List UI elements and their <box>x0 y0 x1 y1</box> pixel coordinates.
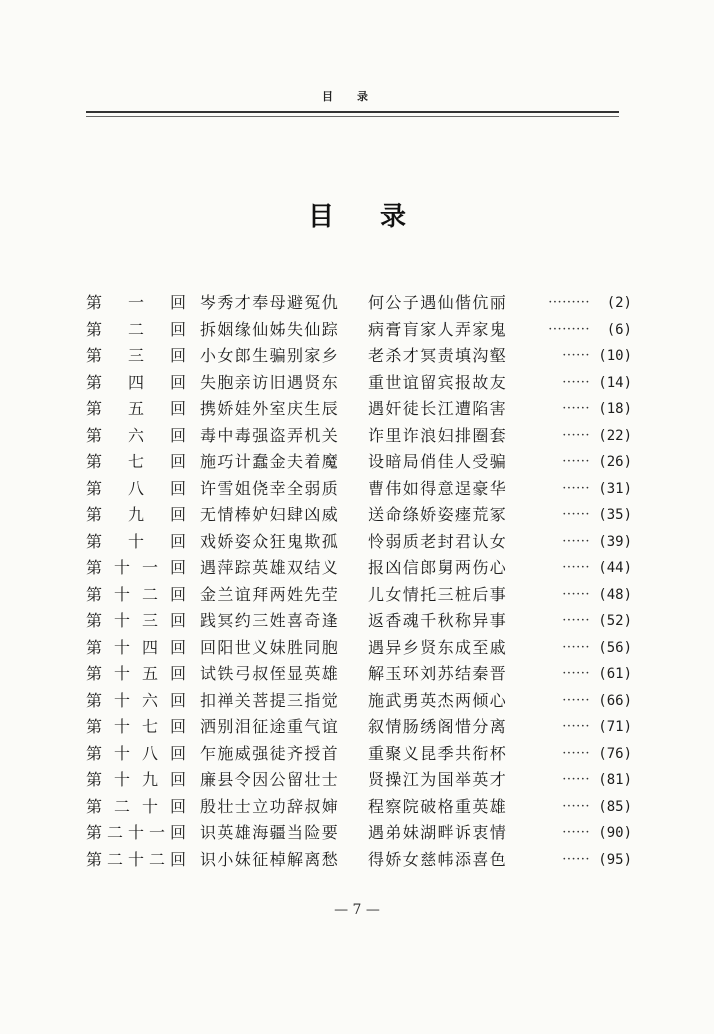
chapter-title-first-line: 施巧计蠢金夫着魔 <box>200 452 340 471</box>
chapter-title-first-line: 毒中毒强盗弄机关 <box>200 425 340 445</box>
chapter-label: 第 二 回 <box>86 319 186 339</box>
dot-leader: ······ <box>562 454 590 469</box>
dot-leader: ······ <box>562 798 590 814</box>
chapter-label: 第 六 回 <box>86 425 186 445</box>
chapter-label: 第 七 回 <box>86 452 186 471</box>
header-rule-thick <box>86 111 619 113</box>
chapter-title-first-line: 洒别泪征途重气谊 <box>200 717 340 736</box>
toc-entry <box>86 476 632 503</box>
toc-entry <box>86 661 632 688</box>
toc-entry <box>86 555 632 582</box>
chapter-title-first-line: 乍施威强徒齐授首 <box>200 743 340 763</box>
chapter-label: 第 八 回 <box>86 478 186 498</box>
chapter-label: 第 十 回 <box>86 531 186 551</box>
chapter-label: 第 一 回 <box>86 293 186 312</box>
toc-entry <box>86 847 632 874</box>
chapter-label: 第 十 三 回 <box>86 611 186 630</box>
page-reference: (44) <box>598 560 632 576</box>
dot-leader: ······ <box>562 586 590 602</box>
dot-leader: ········· <box>548 321 590 337</box>
page-reference: (35) <box>598 507 632 523</box>
toc-entry <box>86 714 632 741</box>
dot-leader: ······ <box>562 851 590 867</box>
chapter-title-second-line: 老杀才冥责填沟壑 <box>368 346 508 365</box>
page-number: — 7 — <box>334 902 380 918</box>
dot-leader: ······ <box>562 560 590 575</box>
toc-entry <box>86 423 632 450</box>
chapter-label: 第 二 十 二 回 <box>86 849 186 869</box>
chapter-title-first-line: 回阳世义妹胜同胞 <box>200 637 340 657</box>
chapter-title-first-line: 识小妹征棹解离愁 <box>200 849 340 869</box>
chapter-label: 第 十 六 回 <box>86 690 186 710</box>
toc-entry <box>86 396 632 423</box>
page-reference: (6) <box>606 321 632 338</box>
chapter-label: 第 十 四 回 <box>86 637 186 657</box>
chapter-title-second-line: 叙情肠绣阁惜分离 <box>368 717 508 736</box>
toc-entry <box>86 767 632 794</box>
page-reference: (71) <box>598 719 632 735</box>
chapter-label: 第 十 九 回 <box>86 770 186 789</box>
dot-leader: ······ <box>562 480 590 496</box>
chapter-label: 第 十 一 回 <box>86 558 186 577</box>
chapter-label: 第 二 十 一 回 <box>86 823 186 842</box>
chapter-label: 第 三 回 <box>86 346 186 365</box>
chapter-title-second-line: 遇弟妹湖畔诉衷情 <box>368 823 508 842</box>
chapter-title-first-line: 拆姻缘仙姊失仙踪 <box>200 319 340 339</box>
chapter-title-first-line: 扣禅关菩提三指觉 <box>200 690 340 710</box>
chapter-title-first-line: 戏娇姿众狂鬼欺孤 <box>200 531 340 551</box>
toc-entry <box>86 794 632 821</box>
chapter-title-second-line: 怜弱质老封君认女 <box>368 531 508 551</box>
page-reference: (10) <box>598 348 632 364</box>
page-reference: (31) <box>598 480 632 497</box>
chapter-title-second-line: 曹伟如得意逞豪华 <box>368 478 508 498</box>
page-reference: (48) <box>598 586 632 603</box>
page-reference: (90) <box>598 825 632 841</box>
chapter-title-second-line: 设暗局俏佳人受骗 <box>368 452 508 471</box>
chapter-title-first-line: 廉县令因公留壮士 <box>200 770 340 789</box>
dot-leader: ······ <box>562 666 590 681</box>
page-reference: (14) <box>598 374 632 391</box>
dot-leader: ······ <box>562 745 590 761</box>
chapter-title-first-line: 失胞亲访旧遇贤东 <box>200 372 340 392</box>
toc-entry <box>86 582 632 609</box>
chapter-title-first-line: 携娇娃外室庆生辰 <box>200 399 340 418</box>
chapter-title-second-line: 重聚义昆季共衔杯 <box>368 743 508 763</box>
dot-leader: ······ <box>562 692 590 708</box>
dot-leader: ······ <box>562 719 590 734</box>
page-reference: (18) <box>598 401 632 417</box>
page-reference: (52) <box>598 613 632 629</box>
chapter-title-second-line: 重世谊留宾报故友 <box>368 372 508 392</box>
page-reference: (61) <box>598 666 632 682</box>
toc-entry <box>86 529 632 556</box>
page-title: 目录 <box>307 202 452 232</box>
toc-entry <box>86 502 632 529</box>
toc-entry <box>86 820 632 847</box>
toc-entry <box>86 608 632 635</box>
dot-leader: ········· <box>548 295 590 310</box>
dot-leader: ······ <box>562 639 590 655</box>
page-reference: (39) <box>598 533 632 550</box>
chapter-title-first-line: 金兰谊拜两姓先茔 <box>200 584 340 604</box>
chapter-title-second-line: 遇奸徒长江遭陷害 <box>368 399 508 418</box>
dot-leader: ······ <box>562 772 590 787</box>
chapter-label: 第 十 七 回 <box>86 717 186 736</box>
dot-leader: ······ <box>562 401 590 416</box>
page-reference: (76) <box>598 745 632 762</box>
chapter-label: 第 十 五 回 <box>86 664 186 683</box>
page-reference: (22) <box>598 427 632 444</box>
chapter-title-first-line: 识英雄海疆当险要 <box>200 823 340 842</box>
chapter-title-first-line: 岑秀才奉母避冤仇 <box>200 293 340 312</box>
page-reference: (81) <box>598 772 632 788</box>
toc-entry <box>86 370 632 397</box>
chapter-title-second-line: 得娇女慈帏添喜色 <box>368 849 508 869</box>
dot-leader: ······ <box>562 613 590 628</box>
toc-entry <box>86 635 632 662</box>
header-rule-thin <box>86 116 619 117</box>
chapter-title-second-line: 贤操江为国举英才 <box>368 770 508 789</box>
page-reference: (95) <box>598 851 632 868</box>
toc-entry <box>86 449 632 476</box>
chapter-title-second-line: 施武勇英杰两倾心 <box>368 690 508 710</box>
page-reference: (66) <box>598 692 632 709</box>
toc-entry <box>86 688 632 715</box>
chapter-title-second-line: 病膏肓家人弄家鬼 <box>368 319 508 339</box>
chapter-title-first-line: 许雪姐侥幸全弱质 <box>200 478 340 498</box>
chapter-label: 第 十 八 回 <box>86 743 186 763</box>
chapter-title-second-line: 返香魂千秋称异事 <box>368 611 508 630</box>
dot-leader: ······ <box>562 825 590 840</box>
dot-leader: ······ <box>562 533 590 549</box>
chapter-title-second-line: 诈里诈浪妇排圈套 <box>368 425 508 445</box>
chapter-title-first-line: 小女郎生骗别家乡 <box>200 346 340 365</box>
toc-entry <box>86 317 632 344</box>
chapter-title-second-line: 遇异乡贤东成至戚 <box>368 637 508 657</box>
chapter-title-second-line: 儿女情托三桩后事 <box>368 584 508 604</box>
table-of-contents <box>86 290 632 873</box>
chapter-title-first-line: 遇萍踪英雄双结义 <box>200 558 340 577</box>
chapter-title-second-line: 何公子遇仙偕伉丽 <box>368 293 508 312</box>
page-reference: (26) <box>598 454 632 470</box>
toc-entry <box>86 290 632 317</box>
page-reference: (85) <box>598 798 632 815</box>
chapter-title-second-line: 程察院破格重英雄 <box>368 796 508 816</box>
dot-leader: ······ <box>562 427 590 443</box>
chapter-title-second-line: 解玉环刘苏结秦晋 <box>368 664 508 683</box>
chapter-label: 第 十 二 回 <box>86 584 186 604</box>
chapter-label: 第 四 回 <box>86 372 186 392</box>
page-reference: (2) <box>606 295 632 311</box>
chapter-label: 第 五 回 <box>86 399 186 418</box>
running-header: 目录 <box>322 90 392 103</box>
page-reference: (56) <box>598 639 632 656</box>
chapter-label: 第 二 十 回 <box>86 796 186 816</box>
chapter-title-first-line: 践冥约三姓喜奇逢 <box>200 611 340 630</box>
chapter-title-second-line: 送命绦娇姿瘗荒冢 <box>368 505 508 524</box>
chapter-title-second-line: 报凶信郎舅两伤心 <box>368 558 508 577</box>
dot-leader: ······ <box>562 374 590 390</box>
toc-entry <box>86 741 632 768</box>
dot-leader: ······ <box>562 348 590 363</box>
chapter-title-first-line: 无情棒妒妇肆凶威 <box>200 505 340 524</box>
chapter-label: 第 九 回 <box>86 505 186 524</box>
dot-leader: ······ <box>562 507 590 522</box>
chapter-title-first-line: 试铁弓叔侄显英雄 <box>200 664 340 683</box>
toc-entry <box>86 343 632 370</box>
chapter-title-first-line: 殷壮士立功辞叔婶 <box>200 796 340 816</box>
